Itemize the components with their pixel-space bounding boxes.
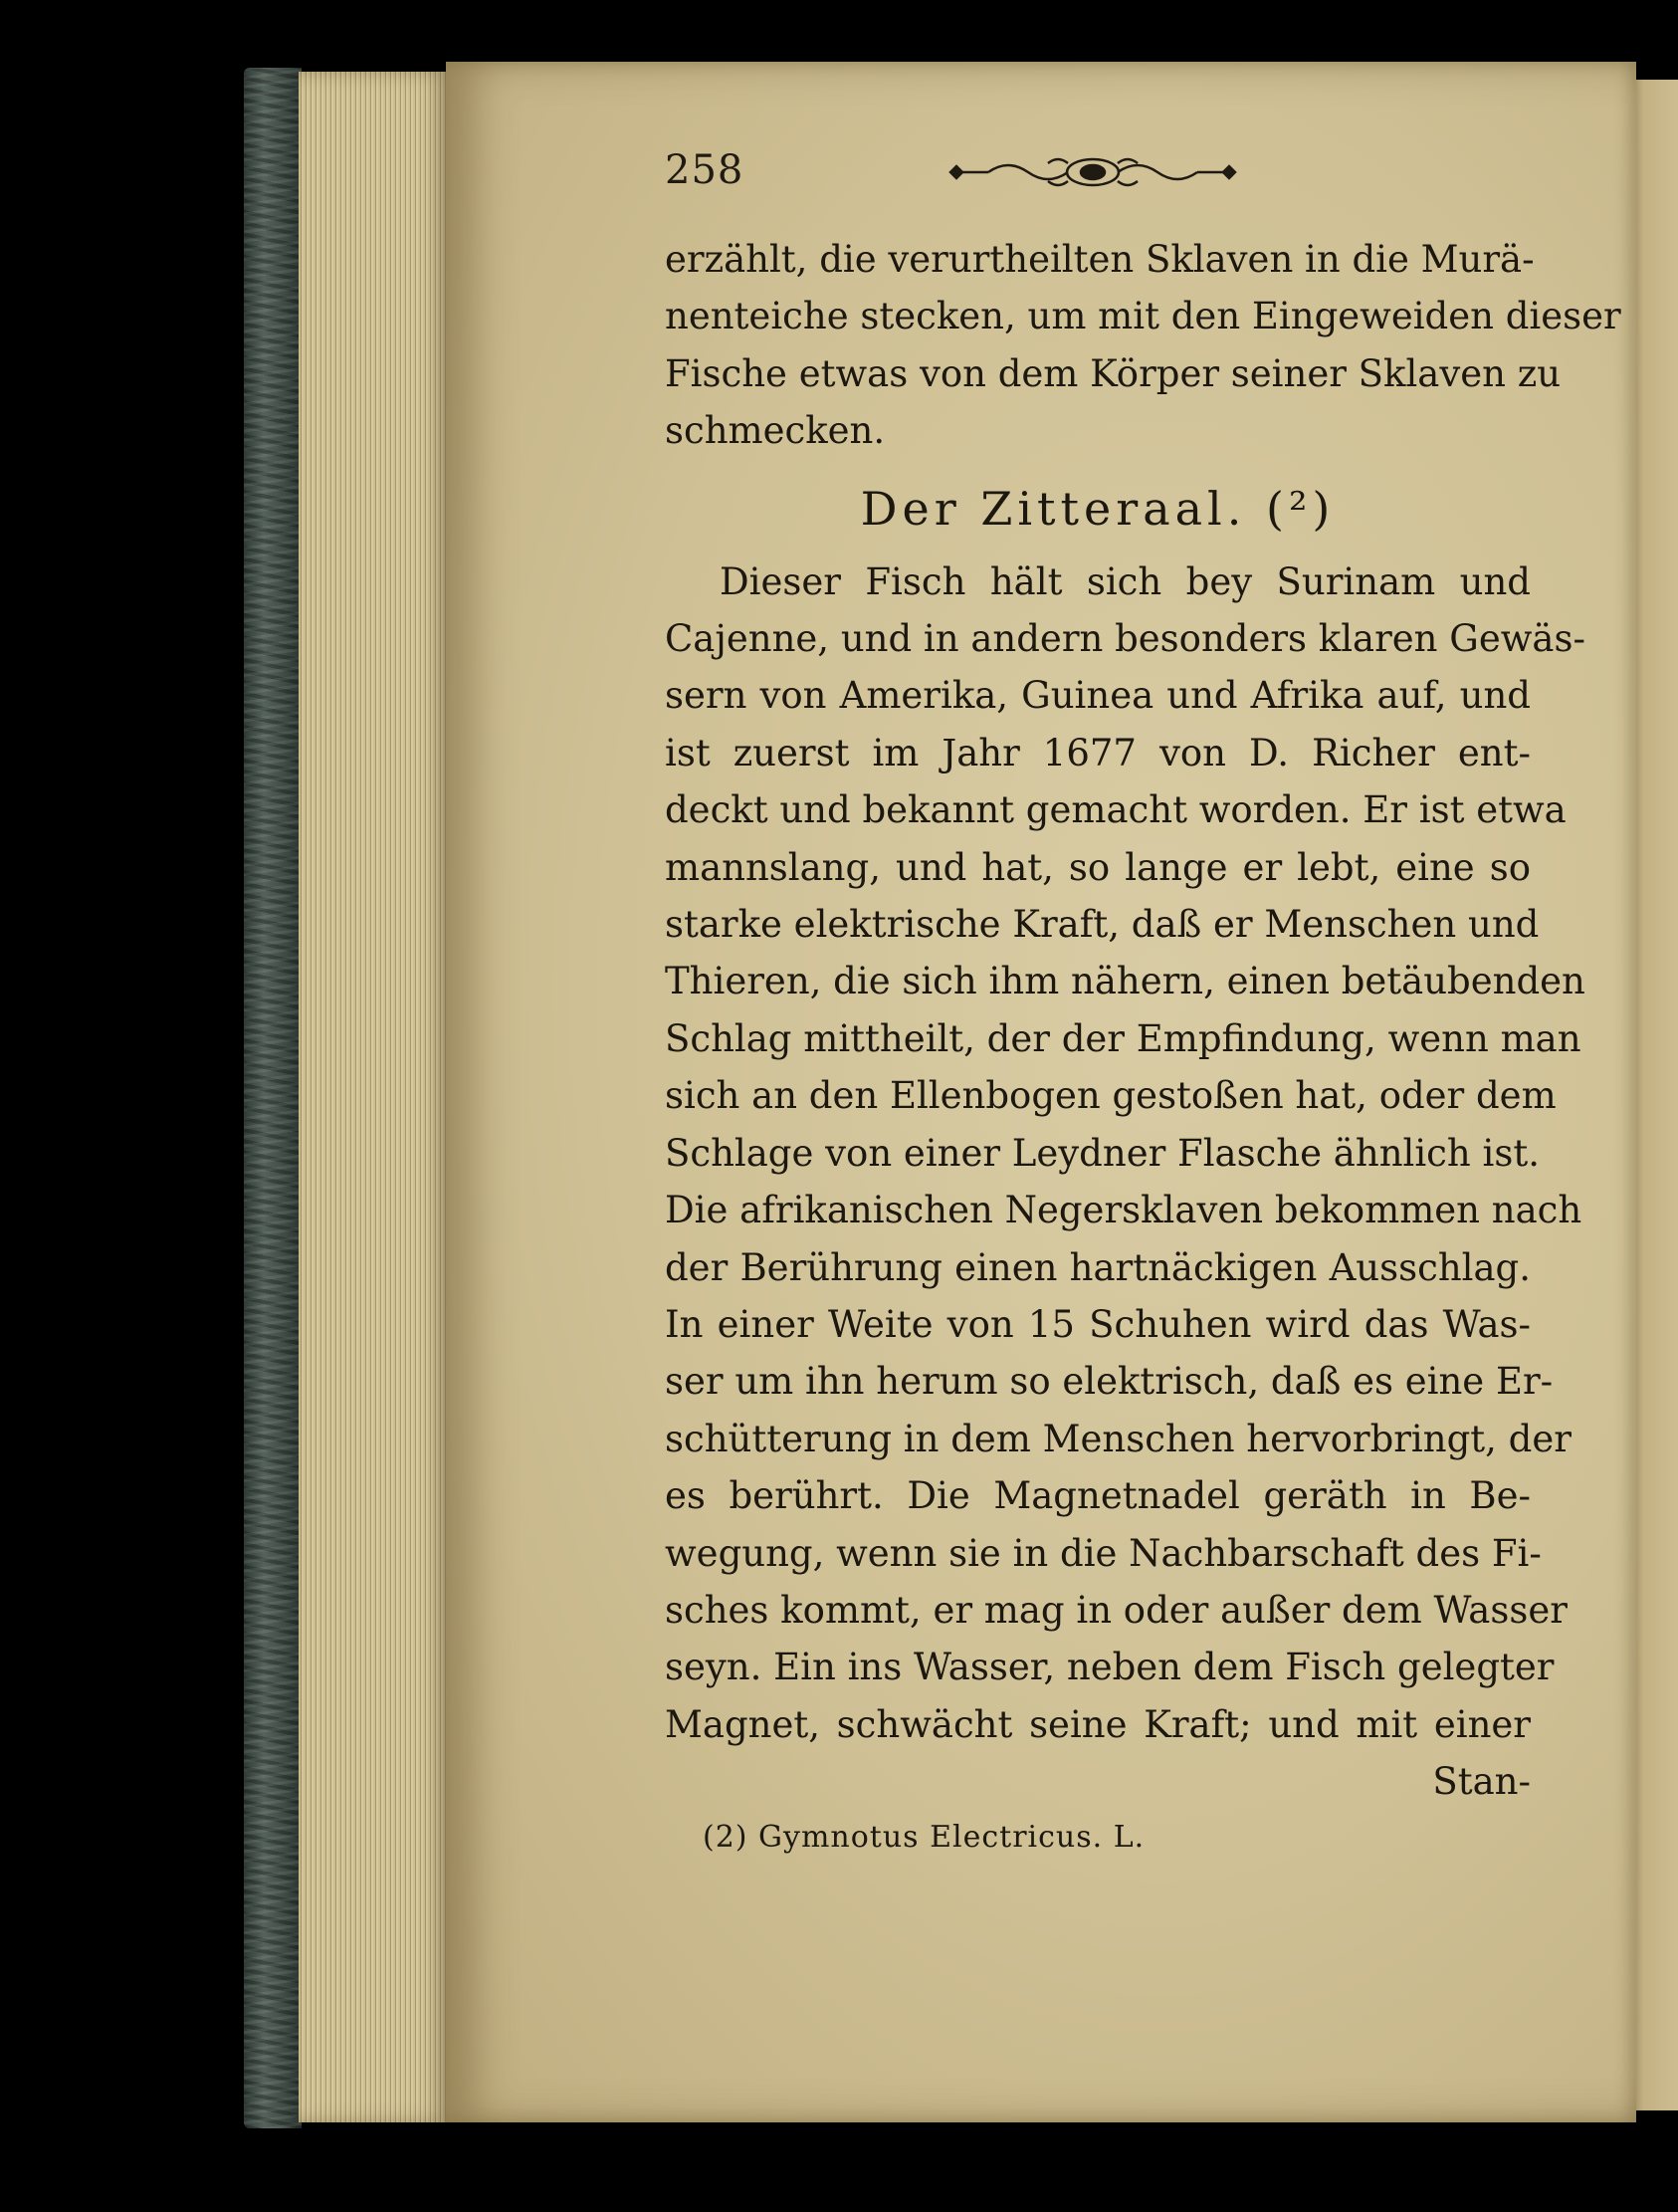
text-line: Cajenne, und in andern besonders klaren Gewäs- bbox=[665, 617, 1585, 661]
text-line: schmecken. bbox=[665, 409, 886, 453]
text-line: Thieren, die sich ihm nähern, einen betäubenden bbox=[665, 960, 1585, 1003]
text-line: starke elektrische Kraft, daß er Menschen und bbox=[665, 903, 1540, 947]
text-line: mannslang, und hat, so lange er lebt, eine so bbox=[665, 845, 1531, 889]
text-line: Magnet, schwächt seine Kraft; und mit einer bbox=[665, 1702, 1531, 1746]
text-line: Die afrikanischen Negersklaven bekommen nach bbox=[665, 1189, 1582, 1232]
text-line: sern von Amerika, Guinea und Afrika auf, und bbox=[665, 674, 1531, 718]
text-line: sches kommt, er mag in oder außer dem Wasser bbox=[665, 1588, 1568, 1632]
text-line: sich an den Ellenbogen gestoßen hat, oder dem bbox=[665, 1074, 1557, 1118]
page-number: 258 bbox=[665, 147, 744, 193]
text-line: erzählt, die verurtheilten Sklaven in die Murä- bbox=[665, 238, 1535, 281]
text-line: wegung, wenn sie in die Nachbarschaft des Fi- bbox=[665, 1531, 1542, 1575]
text-line: In einer Weite von 15 Schuhen wird das Was- bbox=[665, 1302, 1531, 1346]
text-line: schütterung in dem Menschen hervorbringt, der bbox=[665, 1417, 1572, 1460]
page-body bbox=[665, 231, 1621, 1811]
text-line: Schlage von einer Leydner Flasche ähnlich ist. bbox=[665, 1131, 1540, 1175]
text-line: nenteiche stecken, um mit den Eingeweiden dieser bbox=[665, 295, 1621, 338]
book-cover bbox=[244, 68, 302, 2128]
text-line: seyn. Ein ins Wasser, neben dem Fisch gelegter bbox=[665, 1646, 1555, 1689]
text-line: ist zuerst im Jahr 1677 von D. Richer ent- bbox=[665, 731, 1531, 774]
ornament-icon bbox=[948, 151, 1237, 193]
page-edges bbox=[299, 72, 448, 2122]
text-line: deckt und bekannt gemacht worden. Er ist etwa bbox=[665, 788, 1567, 832]
text-line: es berührt. Die Magnetnadel geräth in Be- bbox=[665, 1474, 1531, 1518]
text-line: Fische etwas von dem Körper seiner Sklaven zu bbox=[665, 351, 1562, 395]
text-line: ser um ihn herum so elektrisch, daß es eine Er- bbox=[665, 1360, 1554, 1404]
section-heading: Der Zitteraal. (²) bbox=[860, 481, 1336, 536]
page-header bbox=[665, 147, 1262, 197]
text-line: Schlag mittheilt, der der Empfindung, wenn man bbox=[665, 1016, 1581, 1060]
catchword: Stan- bbox=[1432, 1760, 1531, 1804]
text-line: der Berührung einen hartnäckigen Ausschlag. bbox=[665, 1245, 1531, 1289]
text-line: Dieser Fisch hält sich bey Surinam und bbox=[720, 559, 1531, 603]
footnote: (2) Gymnotus Electricus. L. bbox=[703, 1820, 1146, 1855]
